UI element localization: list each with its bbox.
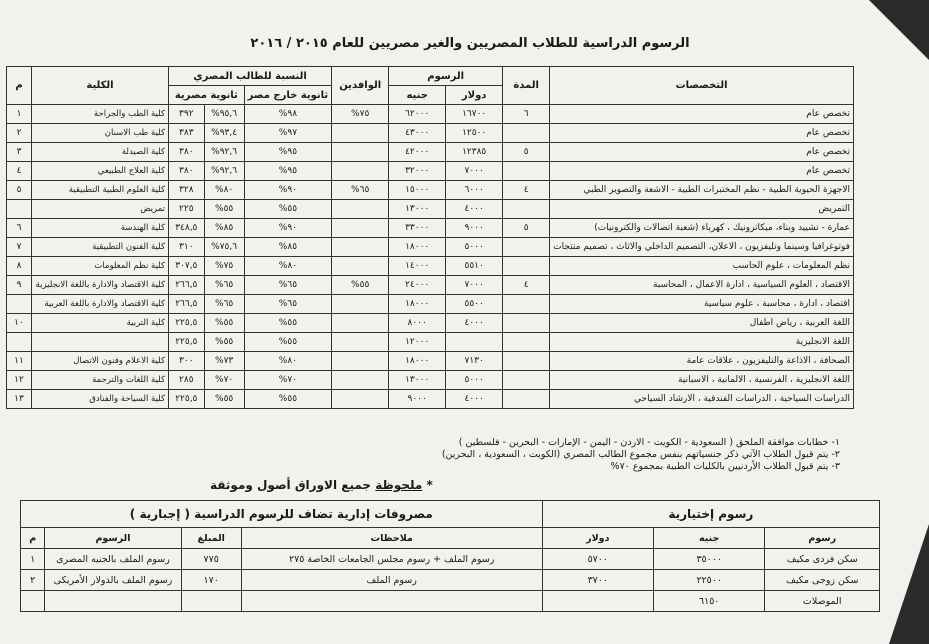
pct-cell: ٧٥,٦%	[204, 238, 244, 257]
college-cell: كلية الفنون التطبيقية	[32, 238, 169, 257]
remark-label: ملحوظة	[375, 478, 423, 492]
duration-cell: ٦	[503, 105, 550, 124]
num-cell: ٢	[7, 124, 32, 143]
expat-cell	[332, 200, 389, 219]
college-cell: كلية طب الاسنان	[32, 124, 169, 143]
num-cell: ١٣	[7, 390, 32, 409]
expat-cell	[332, 352, 389, 371]
expat-cell	[332, 295, 389, 314]
expat-cell	[332, 219, 389, 238]
college-cell: تمريض	[32, 200, 169, 219]
pound-cell: ٨٠٠٠	[389, 314, 446, 333]
optional-pound-cell: ٢٢٥٠٠	[653, 570, 764, 591]
spec-cell: تخصص عام	[550, 124, 854, 143]
spec-cell: اللغة العربية ، رياض اطفال	[550, 314, 854, 333]
table-row	[7, 257, 854, 276]
optional-dollar-cell: ٥٧٠٠	[542, 549, 653, 570]
expat-cell	[332, 257, 389, 276]
optional-header-pound: جنيه	[653, 528, 764, 549]
spec-cell: اللغة الانجليزية ، الفرنسية ، الالمانية ، الاسبانية	[550, 371, 854, 390]
table-row	[7, 181, 854, 200]
dollar-cell: ٩٠٠٠	[446, 219, 503, 238]
foreign-cell: ٩٥%	[244, 162, 332, 181]
spec-cell: الدراسات السياحية ، الدراسات الفندقية ، الارشاد السياحي	[550, 390, 854, 409]
score-cell: ٢٢٥,٥	[169, 333, 205, 352]
optional-fees-title: رسوم إختيارية	[542, 501, 879, 528]
admin-amount-cell: ١٧٠	[181, 570, 241, 591]
pct-cell: ٥٥%	[204, 333, 244, 352]
admin-header-notes: ملاحظات	[241, 528, 542, 549]
duration-cell	[503, 238, 550, 257]
college-cell: كلية السياحة والفنادق	[32, 390, 169, 409]
duration-cell	[503, 314, 550, 333]
note-item: ٢- يتم قبول الطلاب الآتي ذكر جنسياتهم بنفس مجموع الطالب المصري (الكويت ، السعودية ، البحرين)	[441, 449, 840, 460]
foreign-cell: ٩٨%	[244, 105, 332, 124]
optional-fee-cell: الموصلات	[765, 591, 880, 612]
college-cell: كلية الاعلام وفنون الاتصال	[32, 352, 169, 371]
header-specializations: التخصصات	[550, 67, 854, 105]
remark	[210, 478, 433, 492]
dollar-cell: ٧١٣٠	[446, 352, 503, 371]
admin-header-fee: الرسوم	[45, 528, 181, 549]
dollar-cell: ٦٠٠٠	[446, 181, 503, 200]
dollar-cell: ٧٠٠٠	[446, 276, 503, 295]
header-pound: جنيه	[389, 86, 446, 105]
num-cell: ١	[7, 105, 32, 124]
foreign-cell: ٥٥%	[244, 333, 332, 352]
duration-cell	[503, 390, 550, 409]
duration-cell: ٤	[503, 181, 550, 200]
header-egy-sec: ثانوية مصرية	[169, 86, 245, 105]
admin-fee-cell	[45, 591, 181, 612]
score-cell: ٢٢٥	[169, 200, 205, 219]
duration-cell	[503, 124, 550, 143]
table-row	[7, 200, 854, 219]
expat-cell	[332, 314, 389, 333]
college-cell: كلية الطب والجراحة	[32, 105, 169, 124]
admin-notes-cell: رسوم الملف + رسوم مجلس الجامعات الخاصة ٢٧٥	[241, 549, 542, 570]
spec-cell: نظم المعلومات ، علوم الحاسب	[550, 257, 854, 276]
spec-cell: اللغة الانجليزية	[550, 333, 854, 352]
fees-table	[6, 66, 854, 409]
pound-cell: ١٨٠٠٠	[389, 295, 446, 314]
pound-cell: ٦٢٠٠٠	[389, 105, 446, 124]
dollar-cell: ٤٠٠٠	[446, 200, 503, 219]
expat-cell	[332, 124, 389, 143]
duration-cell	[503, 352, 550, 371]
score-cell: ٢٢٥,٥	[169, 390, 205, 409]
duration-cell	[503, 295, 550, 314]
pound-cell: ٢٤٠٠٠	[389, 276, 446, 295]
foreign-cell: ٦٥%	[244, 295, 332, 314]
expat-cell: ٧٥%	[332, 105, 389, 124]
score-cell: ٢٢٥,٥	[169, 314, 205, 333]
admin-num-cell: ٢	[21, 570, 45, 591]
dollar-cell: ٤٠٠٠	[446, 314, 503, 333]
admin-num-cell	[21, 591, 45, 612]
num-cell: ١٠	[7, 314, 32, 333]
dollar-cell: ٥٠٠٠	[446, 371, 503, 390]
college-cell: كلية التربية	[32, 314, 169, 333]
spec-cell: تخصص عام	[550, 143, 854, 162]
num-cell: ١١	[7, 352, 32, 371]
expat-cell	[332, 162, 389, 181]
dollar-cell: ٥٥١٠	[446, 257, 503, 276]
admin-header-amount: المبلغ	[181, 528, 241, 549]
remark-star: *	[426, 478, 433, 492]
foreign-cell: ٩٠%	[244, 219, 332, 238]
pound-cell: ٩٠٠٠	[389, 390, 446, 409]
table-row	[21, 549, 880, 570]
spec-cell: تخصص عام	[550, 105, 854, 124]
dollar-cell: ٥٠٠٠	[446, 238, 503, 257]
pct-cell: ٥٥%	[204, 200, 244, 219]
college-cell	[32, 333, 169, 352]
duration-cell	[503, 162, 550, 181]
optional-header-fee: رسوم	[765, 528, 880, 549]
optional-fee-cell: سكن فردى مكيف	[765, 549, 880, 570]
pound-cell: ٣٢٠٠٠	[389, 162, 446, 181]
spec-cell: تخصص عام	[550, 162, 854, 181]
table-row	[21, 570, 880, 591]
admin-header-num: م	[21, 528, 45, 549]
num-cell: ٤	[7, 162, 32, 181]
college-cell: كلية الاقتصاد والادارة باللغة الانجليزية	[32, 276, 169, 295]
header-fees: الرسوم	[389, 67, 503, 86]
spec-cell: عمارة - تشييد وبناء، ميكاترونيك ، كهرباء (شعبة اتصالات والكترونيات)	[550, 219, 854, 238]
pct-cell: ٥٥%	[204, 314, 244, 333]
num-cell: ٩	[7, 276, 32, 295]
optional-fee-cell: سكن زوجى مكيف	[765, 570, 880, 591]
note-item: ١- خطابات موافقة الملحق ( السعودية - الكويت - الاردن - اليمن - الإمارات - البحرين - فلسطين )	[458, 437, 840, 448]
pound-cell: ١٢٠٠٠	[389, 333, 446, 352]
header-duration: المدة	[503, 67, 550, 105]
foreign-cell: ٧٠%	[244, 371, 332, 390]
pound-cell: ١٣٠٠٠	[389, 371, 446, 390]
score-cell: ٣١٠	[169, 238, 205, 257]
spec-cell: فوتوغرافيا وسينما وتليفزيون ، الاعلان، التصميم الداخلي والاثاث ، تصميم منتجات	[550, 238, 854, 257]
dollar-cell	[446, 333, 503, 352]
college-cell: كلية الاقتصاد والادارة باللغة العربية	[32, 295, 169, 314]
score-cell: ٣٨٠	[169, 162, 205, 181]
spec-cell: اقتصاد ، ادارة ، محاسبة ، علوم سياسية	[550, 295, 854, 314]
num-cell: ١٢	[7, 371, 32, 390]
admin-fees-table	[20, 500, 880, 612]
header-num: م	[7, 67, 32, 105]
pound-cell: ٤٣٠٠٠	[389, 124, 446, 143]
table-row	[7, 390, 854, 409]
num-cell	[7, 333, 32, 352]
table-row	[21, 591, 880, 612]
table-row	[7, 238, 854, 257]
duration-cell: ٤	[503, 276, 550, 295]
college-cell: كلية الهندسة	[32, 219, 169, 238]
table-row	[7, 295, 854, 314]
score-cell: ٣٤٨,٥	[169, 219, 205, 238]
expat-cell: ٦٥%	[332, 181, 389, 200]
spec-cell: التمريض	[550, 200, 854, 219]
spec-cell: الصحافة ، الاذاعة والتليفزيون ، علاقات عامة	[550, 352, 854, 371]
table-row	[7, 219, 854, 238]
background-corner	[869, 0, 929, 60]
num-cell: ٧	[7, 238, 32, 257]
expat-cell: ٥٥%	[332, 276, 389, 295]
admin-fee-cell: رسوم الملف بالجنيه المصرى	[45, 549, 181, 570]
score-cell: ٣٨٠	[169, 143, 205, 162]
table-row	[7, 333, 854, 352]
pound-cell: ٣٣٠٠٠	[389, 219, 446, 238]
college-cell: كلية العلوم الطبية التطبيقية	[32, 181, 169, 200]
pct-cell: ٨٥%	[204, 219, 244, 238]
admin-num-cell: ١	[21, 549, 45, 570]
duration-cell	[503, 333, 550, 352]
spec-cell: الاقتصاد ، العلوم السياسية ، ادارة الاعمال ، المحاسبة	[550, 276, 854, 295]
dollar-cell: ١٢٣٨٥	[446, 143, 503, 162]
optional-dollar-cell: ٣٧٠٠	[542, 570, 653, 591]
foreign-cell: ٨٠%	[244, 257, 332, 276]
background-corner	[889, 524, 929, 644]
college-cell: كلية اللغات والترجمة	[32, 371, 169, 390]
foreign-cell: ٥٥%	[244, 314, 332, 333]
expat-cell	[332, 371, 389, 390]
num-cell	[7, 295, 32, 314]
num-cell: ٥	[7, 181, 32, 200]
admin-notes-cell: رسوم الملف	[241, 570, 542, 591]
pct-cell: ٧٥%	[204, 257, 244, 276]
pound-cell: ١٨٠٠٠	[389, 352, 446, 371]
table-row	[7, 352, 854, 371]
table-row	[7, 276, 854, 295]
foreign-cell: ٨٥%	[244, 238, 332, 257]
table-row	[7, 105, 854, 124]
optional-header-dollar: دولار	[542, 528, 653, 549]
expat-cell	[332, 333, 389, 352]
expat-cell	[332, 238, 389, 257]
duration-cell	[503, 200, 550, 219]
table-row	[7, 143, 854, 162]
foreign-cell: ٦٥%	[244, 276, 332, 295]
pct-cell: ٧٣%	[204, 352, 244, 371]
college-cell: كلية العلاج الطبيعي	[32, 162, 169, 181]
num-cell: ٣	[7, 143, 32, 162]
duration-cell	[503, 371, 550, 390]
pound-cell: ١٤٠٠٠	[389, 257, 446, 276]
pct-cell: ٨٠%	[204, 181, 244, 200]
pound-cell: ١٨٠٠٠	[389, 238, 446, 257]
header-egy-ratio: النسبة للطالب المصري	[169, 67, 332, 86]
table-row	[7, 162, 854, 181]
header-expat: الوافدين	[332, 67, 389, 105]
college-cell: كلية الصيدلة	[32, 143, 169, 162]
header-dollar: دولار	[446, 86, 503, 105]
pound-cell: ٤٢٠٠٠	[389, 143, 446, 162]
score-cell: ٣٢٨	[169, 181, 205, 200]
num-cell: ٦	[7, 219, 32, 238]
duration-cell: ٥	[503, 219, 550, 238]
pound-cell: ١٣٠٠٠	[389, 200, 446, 219]
pct-cell: ٩٣,٤%	[204, 124, 244, 143]
pct-cell: ٩٢,٦%	[204, 162, 244, 181]
num-cell	[7, 200, 32, 219]
score-cell: ٢٦٦,٥	[169, 276, 205, 295]
expat-cell	[332, 143, 389, 162]
pct-cell: ٥٥%	[204, 390, 244, 409]
expat-cell	[332, 390, 389, 409]
score-cell: ٣٨٣	[169, 124, 205, 143]
pct-cell: ٦٥%	[204, 295, 244, 314]
remark-text: جميع الاوراق أصول وموثقة	[210, 478, 372, 492]
optional-pound-cell: ٣٥٠٠٠	[653, 549, 764, 570]
foreign-cell: ٩٥%	[244, 143, 332, 162]
admin-fee-cell: رسوم الملف بالدولار الأمريكى	[45, 570, 181, 591]
dollar-cell: ١٦٧٠٠	[446, 105, 503, 124]
score-cell: ٣٠٧,٥	[169, 257, 205, 276]
admin-amount-cell: ٧٧٥	[181, 549, 241, 570]
duration-cell: ٥	[503, 143, 550, 162]
dollar-cell: ٧٠٠٠	[446, 162, 503, 181]
pct-cell: ٩٢,٦%	[204, 143, 244, 162]
foreign-cell: ٨٠%	[244, 352, 332, 371]
header-college: الكلية	[32, 67, 169, 105]
dollar-cell: ٤٠٠٠	[446, 390, 503, 409]
pct-cell: ٦٥%	[204, 276, 244, 295]
optional-dollar-cell	[542, 591, 653, 612]
foreign-cell: ٩٠%	[244, 181, 332, 200]
spec-cell: الاجهزة الحيوية الطبية - نظم المختبرات الطبية - الاشعة والتصوير الطبي	[550, 181, 854, 200]
table-row	[7, 371, 854, 390]
admin-fees-title: مصروفات إدارية تضاف للرسوم الدراسية ( إجبارية )	[21, 501, 543, 528]
optional-pound-cell: ٦١٥٠	[653, 591, 764, 612]
admin-notes-cell	[241, 591, 542, 612]
page-title: الرسوم الدراسية للطلاب المصريين والغير مصريين للعام ٢٠١٥ / ٢٠١٦	[250, 36, 690, 51]
table-row	[7, 314, 854, 333]
score-cell: ٣٠٠	[169, 352, 205, 371]
dollar-cell: ٥٥٠٠	[446, 295, 503, 314]
score-cell: ٢٨٥	[169, 371, 205, 390]
admin-amount-cell	[181, 591, 241, 612]
score-cell: ٣٩٢	[169, 105, 205, 124]
duration-cell	[503, 257, 550, 276]
college-cell: كلية نظم المعلومات	[32, 257, 169, 276]
num-cell: ٨	[7, 257, 32, 276]
header-foreign-sec: ثانوية خارج مصر	[244, 86, 332, 105]
table-row	[7, 124, 854, 143]
foreign-cell: ٥٥%	[244, 390, 332, 409]
notes-list	[200, 436, 840, 473]
pct-cell: ٩٥,٦%	[204, 105, 244, 124]
foreign-cell: ٩٧%	[244, 124, 332, 143]
score-cell: ٢٦٦,٥	[169, 295, 205, 314]
pound-cell: ١٥٠٠٠	[389, 181, 446, 200]
foreign-cell: ٥٥%	[244, 200, 332, 219]
dollar-cell: ١٢٥٠٠	[446, 124, 503, 143]
note-item: ٣- يتم قبول الطلاب الأردنيين بالكليات الطبية بمجموع ٧٠%	[610, 461, 840, 472]
pct-cell: ٧٠%	[204, 371, 244, 390]
